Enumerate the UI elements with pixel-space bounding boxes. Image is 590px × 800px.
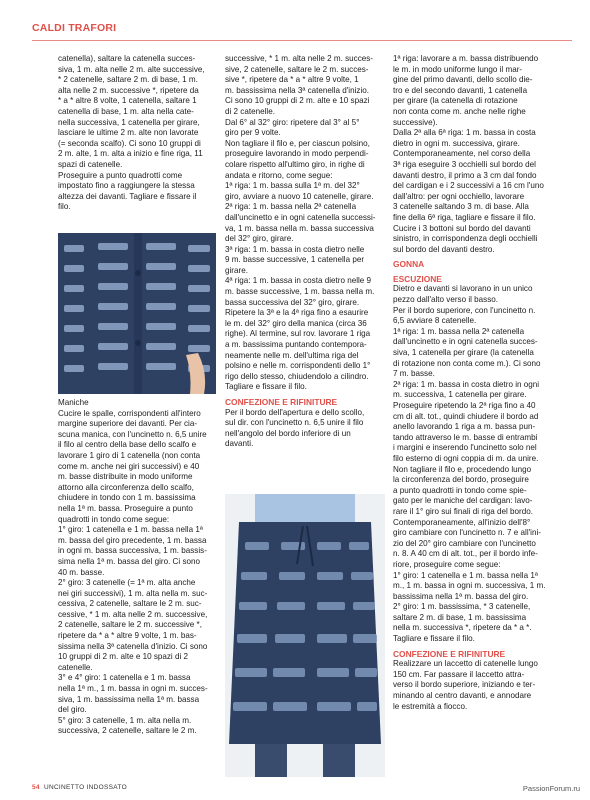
text-line: * a * altre 8 volte, 1 catenella, saltare 1 <box>58 96 197 106</box>
text-line: attorno alla circonferenza dello scalfo, <box>58 482 194 492</box>
text-line: sinistro, in corrispondenza degli occhielli <box>393 234 538 244</box>
text-line: va, 1 m. bassa nella m. bassa successiva <box>225 223 374 233</box>
text-line: tando attraverso le m. basse di entrambi <box>393 432 538 442</box>
text-line: Per il bordo superiore, con l'uncinetto n. <box>393 305 536 315</box>
text-line: 1ª riga: lavorare a m. bassa distribuendo <box>393 54 539 63</box>
text-line: gato per le maniche del cardigan: lavo- <box>393 496 533 506</box>
text-line: 1° giro: 1 catenella e 1 m. bassa nella 1ª <box>58 525 203 535</box>
text-line: giro per 9 volte. <box>225 128 281 138</box>
text-line: scuna manica, con l'uncinetto n. 6,5 unire <box>58 429 207 439</box>
text-line: le m. del 32° giro della manica (circa 36 <box>225 318 367 328</box>
text-line: successiva, 2 catenelle, saltare le 2 m. <box>58 726 197 736</box>
text-line: zio del 20° giro cambiare con l'uncinetto <box>393 538 536 548</box>
text-line: 2ª riga: 1 m. bassa nella 2ª catenella <box>225 202 357 212</box>
text-line: 5° giro: 3 catenelle, 1 m. alta nella m. <box>58 715 192 725</box>
text-line: m. bassissima nella 3ª catenella d'inizio. <box>225 85 369 95</box>
text-line: anello lavorando 1 riga a m. bassa pun- <box>393 422 536 432</box>
text-line: cessive, * 1 m. alta nelle 2 m. successive, <box>58 609 208 619</box>
cardigan-photo <box>58 233 216 394</box>
confezione-heading: CONFEZIONE E RIFINITURE <box>225 397 338 407</box>
text-line: nella 1ª m. bassa. Proseguire a punto <box>58 503 193 513</box>
text-line: a m. bassissima puntando contempora- <box>225 340 367 350</box>
text-line: dietro in ogni m. successiva, girare. <box>393 138 520 148</box>
text-line: 3° e 4° giro: 1 catenella e 1 m. bassa <box>58 673 191 683</box>
text-line: i margini e inserendo l'uncinetto solo nel <box>393 443 537 453</box>
watermark: PassionForum.ru <box>522 784 580 793</box>
text-line: 3 catenelle saltando 3 m. di base. Alla <box>393 202 529 212</box>
text-line: le m. in modo uniforme lungo il mar- <box>393 64 523 74</box>
text-line: m. basse successive, 1 m. bassa nella m. <box>225 287 375 297</box>
text-line: come m. anche nei giri successivi) e 40 <box>58 461 200 471</box>
text-line: m. bassa del giro precedente, 1 m. bassa <box>58 535 207 545</box>
text-line: Tagliare e fissare il filo. <box>393 634 475 644</box>
text-line: giro cambiare con l'uncinetto n. 7 e all'ini- <box>393 528 541 538</box>
maniche-heading: Maniche <box>58 398 89 407</box>
text-line: m., 1 m. bassa in ogni m. successiva, 1 m. <box>393 581 546 591</box>
text-line: Ripetere la 3ª e la 4ª riga fino a esaurire <box>225 308 369 318</box>
text-line: impostato fino a raggiungere la stessa <box>58 181 195 191</box>
text-line: margine superiore dei davanti. Per cia- <box>58 419 198 429</box>
text-line: Realizzare un laccetto di catenelle lungo <box>393 659 538 669</box>
text-line: giro, avviare a nuovo 10 catenelle, girare. <box>225 191 374 201</box>
text-line: siva, 1 m. alta nelle 2 m. alte successive, <box>58 64 205 74</box>
text-line: girare. <box>225 265 248 275</box>
text-line: cessiva, 2 catenelle, saltare le 2 m. suc- <box>58 599 202 609</box>
text-line: 6,5 avviare 8 catenelle. <box>393 316 477 326</box>
gonna-heading: GONNA <box>393 259 425 270</box>
text-line: fine della 6ª riga, tagliare e fissare il filo. <box>393 212 536 222</box>
text-line: 2° giro: 3 catenelle (= 1ª m. alta anche <box>58 578 196 588</box>
text-line: 1° giro: 1 catenella e 1 m. bassa nella 1ª <box>393 570 538 580</box>
text-line: chiudere in tondo con 1 m. bassissima <box>58 493 196 503</box>
text-line: catenella), saltare la catenella succes- <box>58 54 196 63</box>
magazine-name: UNCINETTO INDOSSATO <box>43 784 127 791</box>
text-line: il filo al centro della base dello scalfo e <box>58 440 197 450</box>
text-line: nella 1ª m., 1 m. bassa in ogni m. succes- <box>58 684 208 694</box>
text-line: minando al centro davanti, e annodare <box>393 691 532 701</box>
text-line: 2ª riga: 1 m. bassa in costa dietro in ogni <box>393 379 540 389</box>
text-line: bassissima nella 1ª m. bassa del giro. <box>393 591 529 601</box>
text-line: 40 m. basse. <box>58 567 105 577</box>
text-line: neamente nelle m. dell'ultima riga del <box>225 350 359 360</box>
text-line: (= seconda scalfo). Ci sono 10 gruppi di <box>58 138 201 148</box>
text-line: alta nelle 2 m. successive *, ripetere da <box>58 85 199 95</box>
text-line: lasciare le ultime 2 m. alte non lavorate <box>58 128 199 138</box>
text-line: dall'altro: per ogni occhiello, lavorare <box>393 191 525 201</box>
text-line: 2 m. alte, 1 m. alta a inizio e fine riga, 11 <box>58 149 203 159</box>
maniche-section <box>58 398 216 737</box>
text-line: Dalla 2ª alla 6ª riga: 1 m. bassa in costa <box>393 128 536 138</box>
text-line: nei giri successivi), 1 m. alta nella m. suc- <box>58 588 208 598</box>
text-line: successive). <box>393 117 438 127</box>
text-line: polsino e nelle m. corrispondenti dello 1° <box>225 361 371 371</box>
text-line: sive *, ripetere da * a * altre 9 volte, 1 <box>225 75 359 85</box>
text-line: Cucire i 3 bottoni sul bordo del davanti <box>393 223 531 233</box>
text-line: lavorare 1 giro di 1 catenella (non conta <box>58 450 201 460</box>
text-line: spazi di catenelle. <box>58 159 123 169</box>
text-line: in ogni m. bassa successiva, 1 m. bassis- <box>58 546 207 556</box>
page-header <box>0 18 590 42</box>
text-line: Dal 6° al 32° giro: ripetere dal 3° al 5° <box>225 117 360 127</box>
text-line: Proseguire ripetendo la 2ª riga fino a 40 <box>393 401 536 410</box>
text-line: gine del primo davanti, dello scollo die- <box>393 75 533 85</box>
column-1-text <box>58 54 216 213</box>
text-line: 150 cm. Far passare il laccetto attra- <box>393 669 525 679</box>
text-line: Contemporaneamente, nel corso della <box>393 149 531 159</box>
text-line: m. basse distribuite in modo uniforme <box>58 472 193 482</box>
text-line: Dietro e davanti si lavorano in un unico <box>393 284 533 294</box>
text-line: 2 catenelle, saltare le 2 m. successive *, <box>58 620 202 630</box>
text-line: saltare 2 m. di base, 1 m. bassissima <box>393 612 527 622</box>
text-line: catenella di base, 1 m. alta nella cate- <box>58 106 194 116</box>
text-line: siva, 1 m. bassissima nella 1ª m. bassa <box>58 694 200 704</box>
text-line: Non tagliare il filo e, per ciascun polsino, <box>225 138 370 148</box>
text-line: quadrotti in tondo come segue: <box>58 514 170 524</box>
text-line: pezzo dall'alto verso il basso. <box>393 295 499 305</box>
text-line: 1ª riga: 1 m. bassa nella 2ª catenella <box>393 326 525 336</box>
text-line: non conta come m. anche nelle righe <box>393 106 526 116</box>
text-line: la circonferenza del bordo, proseguire <box>393 475 529 485</box>
text-line: sima nella 1ª m. bassa del giro. Ci sono <box>58 556 201 566</box>
text-line: del cardigan e i 2 successivi a 16 cm l'uno <box>393 181 544 191</box>
header-divider <box>32 40 572 41</box>
text-line: davanti destro, il primo a 3 cm dal fondo <box>393 170 537 180</box>
text-line: 7 m. basse. <box>393 369 435 379</box>
text-line: sive, 2 catenelle, saltare le 2 m. succes- <box>225 64 369 74</box>
text-line: filo. <box>58 202 71 212</box>
text-line: ripetere da * a * altre 9 volte, 1 m. bas- <box>58 631 197 641</box>
text-line: rare il 1° giro sui finali di riga del bordo. <box>393 506 534 516</box>
text-line: 2° giro: 1 m. bassissima, * 3 catenelle, <box>393 602 531 612</box>
text-line: colare rispetto all'ultimo giro, in righe di <box>225 159 365 169</box>
text-line: 3ª riga eseguire 3 occhielli sul bordo del <box>393 159 536 169</box>
cardigan-image <box>58 233 216 394</box>
text-line: nella successiva, 1 catenella per girare, <box>58 117 200 127</box>
text-line: 10 gruppi di 2 m. alte e 10 spazi di 2 <box>58 652 189 662</box>
text-line: siva, 1 catenella per girare (la catenella <box>393 348 534 358</box>
text-line: 1ª riga: 1 m. bassa sulla 1ª m. del 32° <box>225 181 360 191</box>
text-line: 4ª riga: 1 m. bassa in costa dietro nelle 9 <box>225 276 372 286</box>
esecuzione-heading: ESCUZIONE <box>393 273 442 284</box>
column-2-text <box>225 54 385 450</box>
text-line: del 32° giro, girare. <box>225 234 294 244</box>
text-line: altezza dei davanti. Tagliare e fissare il <box>58 191 197 201</box>
text-line: 3ª riga: 1 m. bassa in costa dietro nelle <box>225 244 365 254</box>
confezione-heading-2: CONFEZIONE E RIFINITURE <box>393 648 506 659</box>
text-line: righe). Al termine, sul rov. lavorare 1 riga <box>225 329 371 339</box>
text-line: m. successiva, 1 catenella per girare. <box>393 390 527 400</box>
section-title: CALDI TRAFORI <box>32 22 117 34</box>
text-line: verso il bordo superiore, iniziando e ter- <box>393 680 536 690</box>
text-line: 9 m. basse successive, 1 catenella per <box>225 255 365 265</box>
text-line: dall'uncinetto e in ogni catenella succes- <box>393 337 538 347</box>
text-line: catenelle. <box>58 662 93 672</box>
text-line: successive, * 1 m. alta nelle 2 m. succes- <box>225 54 373 63</box>
text-line: andata e ritorno, come segue: <box>225 170 333 180</box>
text-line: di 2 catenelle. <box>225 106 275 116</box>
text-line: di rotazione non conta come m.). Ci sono <box>393 358 541 368</box>
text-line: Proseguire a punto quadrotti come <box>58 170 183 180</box>
text-line: del giro. <box>58 705 87 715</box>
text-line: Contemporaneamente, all'inizio dell'8° <box>393 517 531 527</box>
text-line: rigo dello stesso, chiudendolo a cilindro. <box>225 371 369 381</box>
skirt-photo <box>225 494 385 777</box>
text-line: bassa successiva del 32° giro, girare. <box>225 297 360 307</box>
text-line: riore, proseguire come segue: <box>393 559 501 569</box>
text-line: le estremità a fiocco. <box>393 701 468 711</box>
text-line: n. 8. A 40 cm di alt. tot., per il bordo infe- <box>393 549 538 559</box>
column-3-text <box>393 54 553 712</box>
skirt-image <box>225 494 385 777</box>
text-line: Ci sono 10 gruppi di 2 m. alte e 10 spazi <box>225 96 370 106</box>
page-footer <box>32 784 127 791</box>
text-line: Non tagliare il filo e, procedendo lungo <box>393 464 532 474</box>
text-line: per girare (la catenella di rotazione <box>393 96 518 106</box>
text-line: nella m. successiva *, ripetere da * a *. <box>393 623 532 633</box>
text-line: proseguire lavorando in modo perpendi- <box>225 149 369 159</box>
text-line: Per il bordo dell'apertura e dello scollo, <box>225 407 365 417</box>
text-line: dall'uncinetto e in ogni catenella successi- <box>225 212 376 222</box>
text-line: sissima nella 3ª catenella d'inizio. Ci sono <box>58 641 208 651</box>
text-line: davanti. <box>225 439 254 449</box>
text-line: Cucire le spalle, corrispondenti all'intero <box>58 408 201 418</box>
page-number: 54 <box>32 784 40 791</box>
text-line: nell'angolo del bordo inferiore di un <box>225 428 351 438</box>
text-line: filo esterno di ogni coppia di m. da unire. <box>393 453 539 463</box>
text-line: Tagliare e fissare il filo. <box>225 382 307 392</box>
text-line: sul dir. con l'uncinetto n. 6,5 unire il filo <box>225 418 364 428</box>
text-line: * 2 catenelle, saltare 2 m. di base, 1 m. <box>58 75 198 85</box>
text-line: tro e del secondo davanti, 1 catenella <box>393 85 528 95</box>
text-line: sul bordo del davanti destro. <box>393 244 495 254</box>
text-line: a punto quadrotti in tondo come spie- <box>393 485 527 495</box>
text-line: cm di alt. tot., quindi chiudere il bordo ad <box>393 411 539 421</box>
